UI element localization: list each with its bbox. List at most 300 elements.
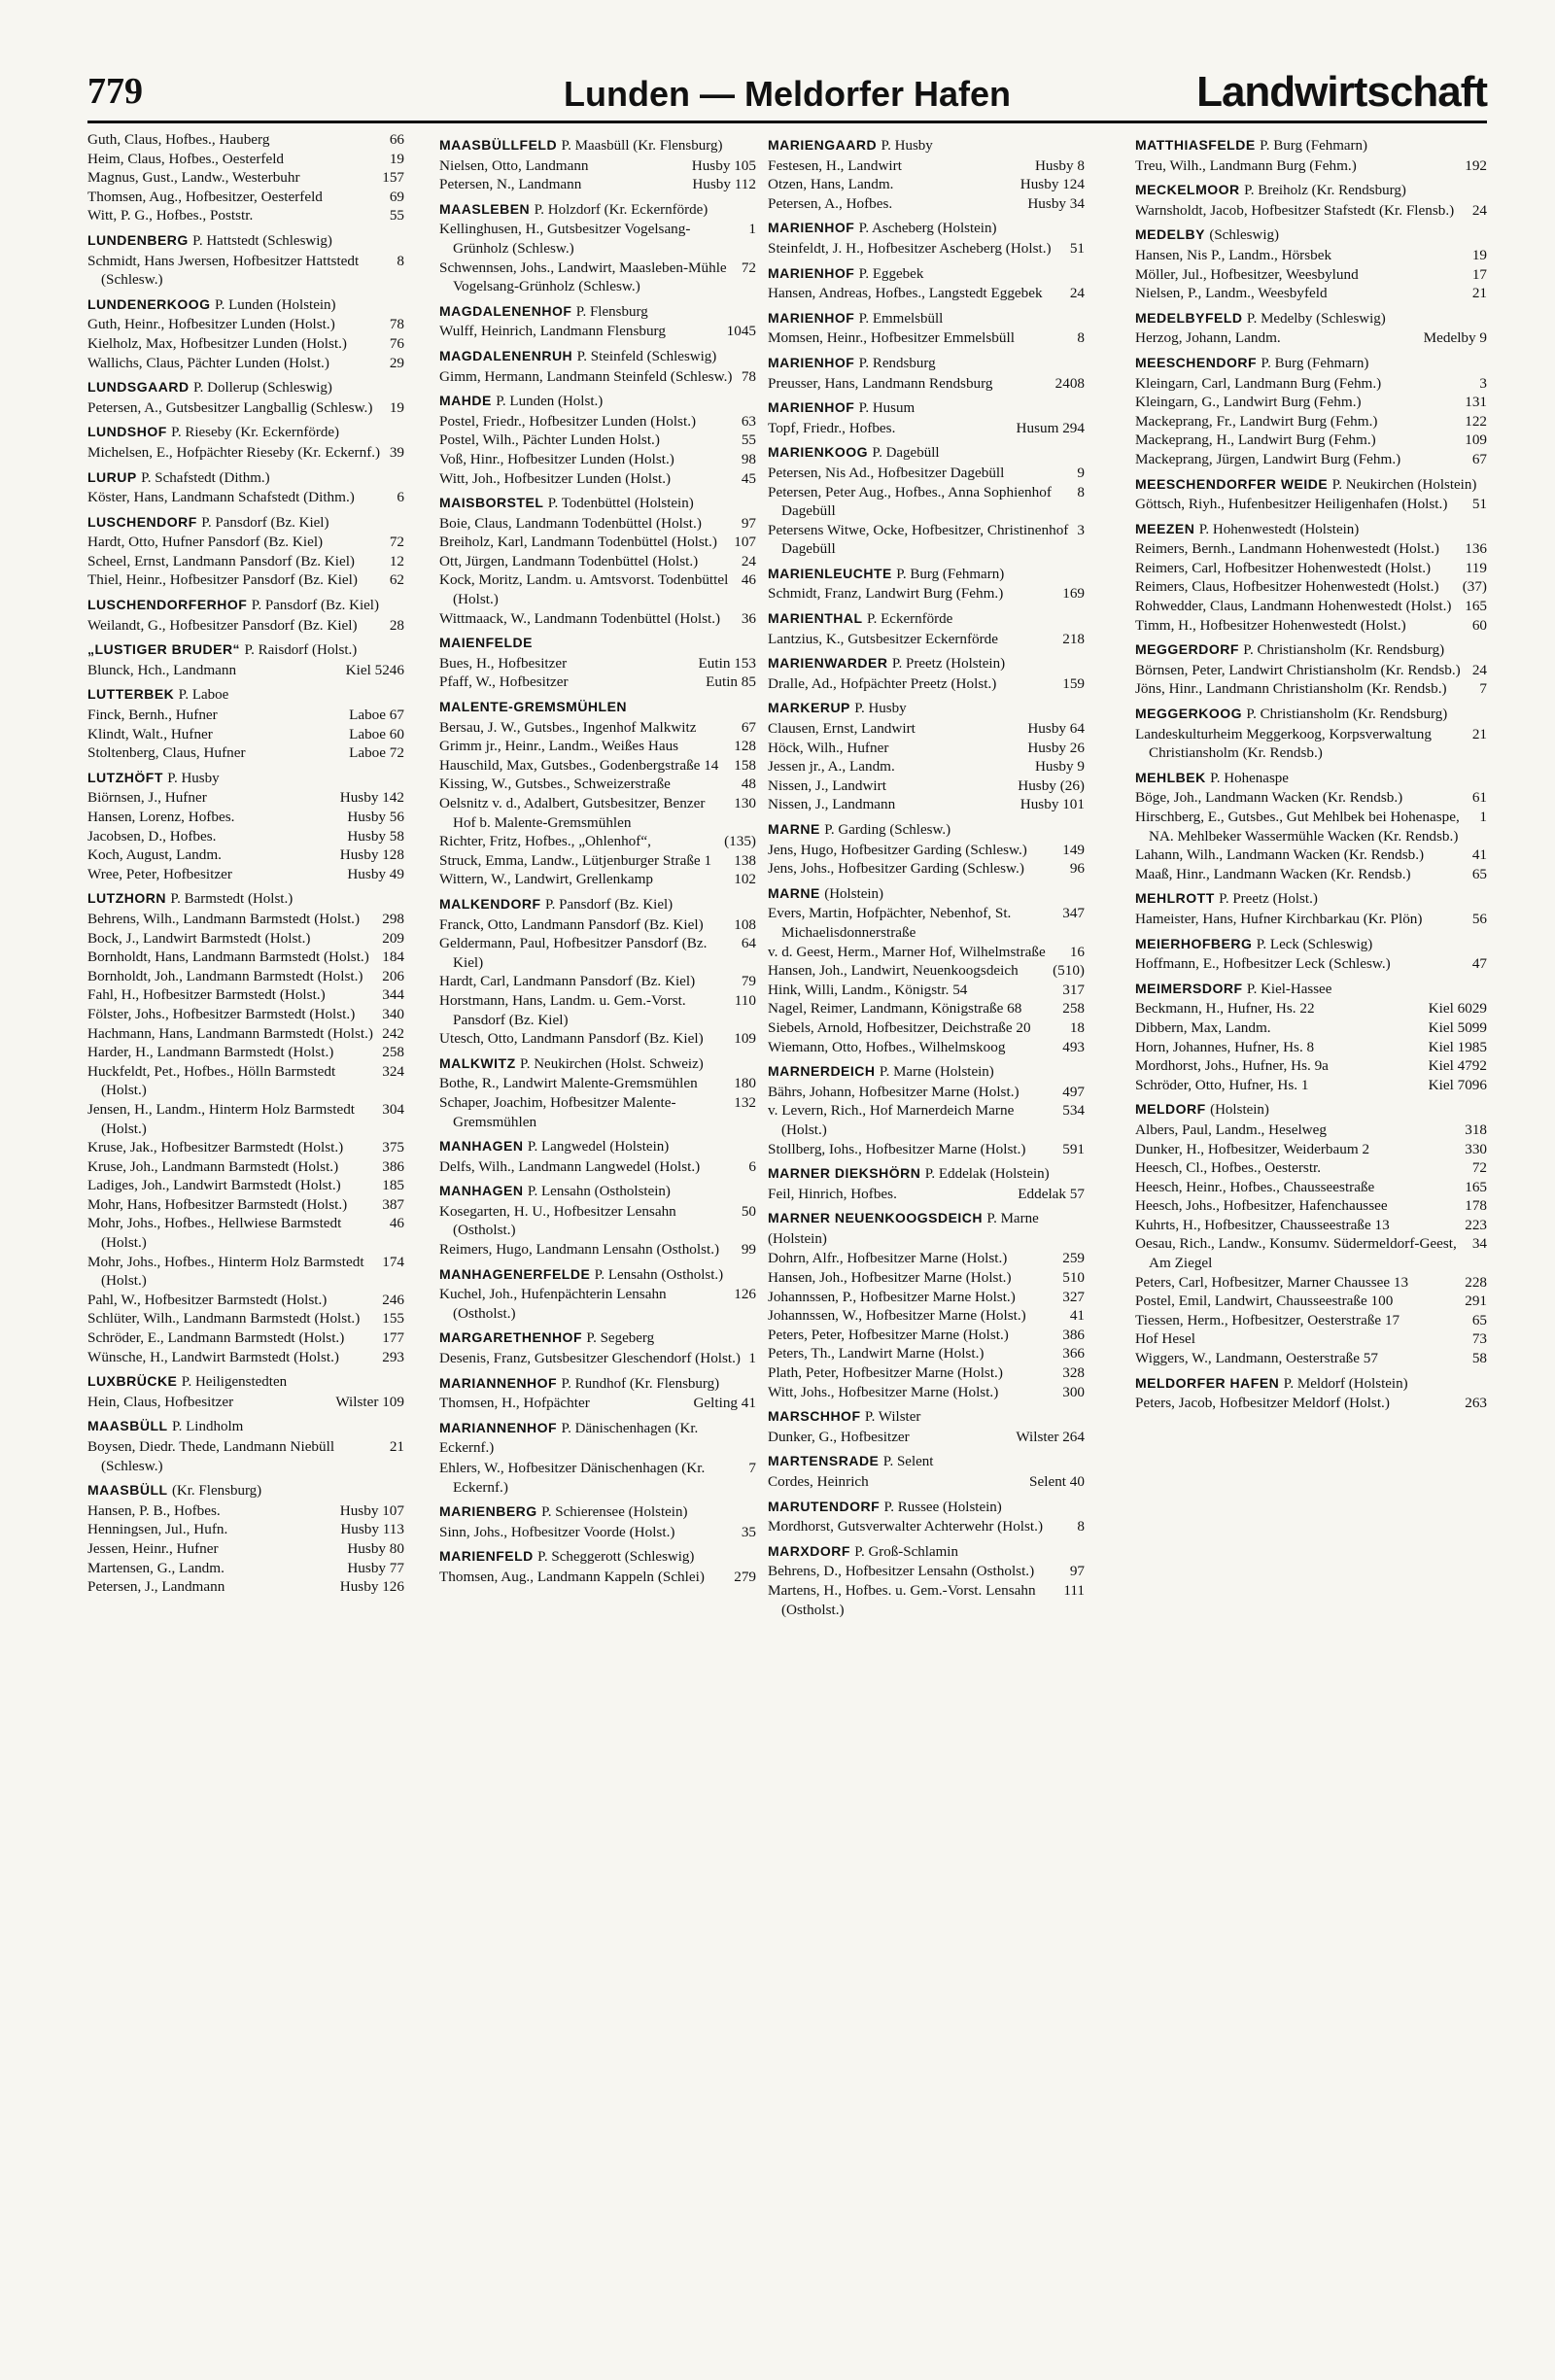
locality-heading [439,1328,756,1349]
entry-number: 178 [1465,1197,1487,1215]
entry-number: 344 [382,986,404,1004]
locality-name: MARNER DIEKSHÖRN [768,1165,921,1182]
directory-entry [768,1101,1085,1139]
entry-text: Nissen, J., Landwirt [768,776,886,794]
entry-text: Postel, Friedr., Hofbesitzer Lunden (Holst.) [439,412,697,430]
entry-number: 69 [389,188,404,205]
directory-entry [87,334,404,354]
entry-number: 19 [1471,246,1487,263]
entry-text: Thomsen, Aug., Landmann Kappeln (Schlei) [439,1568,705,1585]
locality-name: MEIMERSDORF [1135,980,1243,996]
entry-text: Thiel, Heinr., Hofbesitzer Pansdorf (Bz. Kiel) [87,571,358,589]
entry-number: 497 [1062,1083,1085,1100]
directory-entry [87,808,404,827]
entry-number: 304 [382,1100,404,1118]
locality-heading [87,1417,404,1437]
entry-number: 6 [397,489,404,506]
entry-number: 122 [1465,412,1487,430]
directory-entry [87,845,404,865]
entry-text: Finck, Bernh., Hufner [87,707,218,724]
directory-entry [768,1185,1085,1204]
entry-number: Husby 142 [339,789,404,807]
directory-entry [87,967,404,986]
directory-entry [439,1240,756,1259]
entry-text: Martens, H., Hofbes. u. Gem.-Vorst. Lensahn (Ostholst.) [768,1581,1036,1618]
locality-post: P. Lindholm [171,1419,244,1435]
entry-number: 46 [741,571,756,589]
entry-number: 72 [741,259,756,276]
locality-heading [439,1374,756,1395]
entry-text: Hansen, Joh., Hofbesitzer Marne (Holst.) [768,1269,1012,1287]
directory-entry [1135,679,1487,699]
directory-entry [768,194,1085,214]
directory-entry [1135,616,1487,636]
entry-text: Biörnsen, J., Hufner [87,789,207,807]
directory-entry [1135,1056,1487,1076]
locality-heading [768,699,1085,719]
entry-text: Schwennsen, Johs., Landwirt, Maasleben-Mühle Vogelsang-Grünholz (Schlesw.) [439,259,727,295]
entry-text: Schmidt, Franz, Landwirt Burg (Fehm.) [768,585,1004,603]
entry-text: Nissen, J., Landmann [768,796,896,813]
entry-number: 149 [1062,841,1085,858]
entry-number: Husby 49 [347,865,404,882]
entry-number: 55 [389,207,404,224]
entry-text: Bothe, R., Landwirt Malente-Gremsmühlen [439,1075,698,1092]
entry-text: Horstmann, Hans, Landm. u. Gem.-Vorst. Pansdorf (Bz. Kiel) [439,991,686,1028]
locality-name: LUTTERBEK [87,686,175,703]
directory-entry [768,904,1085,942]
locality-post: P. Eggebek [858,265,924,282]
locality-heading [1135,309,1487,329]
entry-number: 76 [389,334,404,352]
locality-name: MARIENHOF [768,309,855,326]
entry-number: 258 [382,1044,404,1061]
directory-entry [439,934,756,972]
entry-text: Thomsen, Aug., Hofbesitzer, Oesterfeld [87,188,323,205]
locality-post: P. Steinfeld (Schleswig) [576,348,717,364]
directory-entry [768,464,1085,483]
entry-text: Peters, Th., Landwirt Marne (Holst.) [768,1345,985,1362]
entry-text: Petersen, Nis Ad., Hofbesitzer Dagebüll [768,464,1005,481]
entry-number: 366 [1062,1345,1085,1362]
locality-heading [1135,705,1487,725]
directory-entry [1135,1038,1487,1057]
directory-entry [768,419,1085,438]
entry-text: Kosegarten, H. U., Hofbesitzer Lensahn (Ostholst.) [439,1202,676,1239]
locality-post: P. Hattstedt (Schleswig) [192,232,332,249]
entry-text: Siebels, Arnold, Hofbesitzer, Deichstraße 20 [768,1018,1031,1036]
directory-entry [439,756,756,776]
entry-text: Hansen, P. B., Hofbes. [87,1501,221,1519]
directory-entry [87,1138,404,1157]
entry-number: 19 [389,150,404,167]
entry-number: 130 [734,795,756,811]
entry-number: 51 [1471,496,1487,513]
entry-number: 55 [741,431,756,449]
locality-name: MEIERHOFBERG [1135,935,1253,951]
entry-number: 96 [1069,860,1085,878]
entry-text: Stollberg, Iohs., Hofbesitzer Marne (Holst.) [768,1140,1026,1157]
locality-name: MARUTENDORF [768,1498,881,1514]
locality-heading [768,820,1085,841]
directory-entry [1135,1329,1487,1349]
entry-text: Peters, Jacob, Hofbesitzer Meldorf (Holst.) [1135,1395,1390,1412]
locality-name: MAIENFELDE [439,635,533,651]
entry-text: Timm, H., Hofbesitzer Hohenwestedt (Holst.) [1135,616,1406,634]
entry-number: Selent 40 [1029,1473,1085,1490]
directory-entry [439,156,756,176]
directory-entry [87,1559,404,1578]
entry-number: 223 [1465,1216,1487,1233]
entry-text: Wiemann, Otto, Hofbes., Wilhelmskoog [768,1038,1006,1055]
locality-heading [439,1419,756,1459]
entry-number: 34 [1471,1235,1487,1253]
entry-text: Hansen, Nis P., Landm., Hörsbek [1135,246,1332,263]
entry-number: 138 [734,851,756,869]
entry-text: Blunck, Hch., Landmann [87,661,237,678]
directory-entry [87,865,404,884]
entry-text: Desenis, Franz, Gutsbesitzer Gleschendorf (Holst.) [439,1350,741,1367]
locality-post: P. Neukirchen (Holstein) [1331,476,1477,493]
entry-text: Kruse, Joh., Landmann Barmstedt (Holst.) [87,1157,339,1175]
entry-number: Husby 58 [347,827,404,845]
entry-number: 65 [1471,865,1487,882]
locality-post: P. Todenbüttel (Holstein) [547,496,694,512]
locality-heading [768,1498,1085,1518]
locality-heading [439,347,756,367]
entry-text: Kielholz, Max, Hofbesitzer Lunden (Holst.) [87,334,347,352]
directory-entry [439,1523,756,1542]
entry-number: Husby 56 [347,809,404,825]
locality-heading [768,219,1085,239]
entry-text: Oelsnitz v. d., Adalbert, Gutsbesitzer, Benzer Hof b. Malente-Gremsmühlen [439,795,706,831]
entry-number: 58 [1471,1350,1487,1367]
entry-number: 60 [1471,616,1487,634]
directory-entry [87,1539,404,1559]
entry-number: Medelby 9 [1423,329,1487,347]
entry-number: 169 [1062,585,1085,603]
entry-text: Cordes, Heinrich [768,1473,869,1490]
locality-post: P. Marne (Holstein) [768,1211,1039,1247]
entry-text: Steinfeldt, J. H., Hofbesitzer Ascheberg (Holst.) [768,239,1052,257]
entry-text: Mackeprang, Fr., Landwirt Burg (Fehm.) [1135,412,1378,430]
locality-name: MARIENKOOG [768,444,868,461]
entry-text: Behrens, D., Hofbesitzer Lensahn (Ostholst.) [768,1563,1035,1580]
entry-number: 158 [734,756,756,774]
locality-heading [768,1062,1085,1083]
locality-name: MARSCHHOF [768,1408,861,1425]
entry-text: Stoltenberg, Claus, Hufner [87,744,246,762]
entry-number: 28 [389,616,404,634]
directory-entry [87,1328,404,1348]
directory-entry [1135,284,1487,303]
directory-entry [768,1472,1085,1492]
entry-number: 493 [1062,1038,1085,1055]
locality-post: (Kr. Flensburg) [171,1483,262,1500]
directory-entry [87,443,404,463]
entry-text: Hardt, Carl, Landmann Pansdorf (Bz. Kiel) [439,973,696,990]
directory-entry [439,322,756,341]
locality-name: LUTZHÖFT [87,769,163,785]
entry-number: 102 [734,871,756,888]
entry-number: Husum 294 [1016,419,1085,436]
directory-entry [768,999,1085,1018]
entry-number: 375 [382,1139,404,1156]
entry-number: Laboe 60 [349,725,404,742]
entry-number: 8 [1077,483,1085,500]
locality-heading [87,231,404,252]
entry-text: Jessen, Heinr., Hufner [87,1539,219,1557]
entry-number: 136 [1465,540,1487,558]
locality-post: P. Lunden (Holst.) [496,394,604,410]
entry-number: 36 [741,609,756,627]
entry-text: Lahann, Wilh., Landmann Wacken (Kr. Rendsb.) [1135,846,1425,864]
locality-name: MARIENWARDER [768,655,888,672]
entry-number: 317 [1062,981,1085,998]
entry-text: Ladiges, Joh., Landwirt Barmstedt (Holst.) [87,1177,341,1194]
directory-entry [1135,1140,1487,1159]
entry-text: Bues, H., Hofbesitzer [439,654,568,672]
directory-entry [439,220,756,258]
entry-text: Hansen, Andreas, Hofbes., Langstedt Eggebek [768,285,1043,302]
page-header [87,60,1487,119]
directory-entry [768,943,1085,962]
entry-number: Husby 77 [347,1559,404,1576]
entry-number: 78 [741,367,756,385]
locality-name: MALENTE-GREMSMÜHLEN [439,699,628,715]
directory-entry [768,739,1085,758]
locality-post: (Holstein) [824,885,884,902]
locality-post: P. Dänischenhagen (Kr. Eckernf.) [439,1420,699,1457]
entry-number: (37) [1462,578,1487,596]
locality-post: P. Pansdorf (Bz. Kiel) [544,896,674,913]
locality-post: P. Husby [854,701,907,717]
entry-number: Husby 113 [340,1521,404,1538]
directory-entry [439,851,756,871]
directory-entry [439,1157,756,1177]
entry-text: Jessen jr., A., Landm. [768,758,895,776]
locality-heading [1135,980,1487,1000]
directory-entry [768,1383,1085,1402]
entry-number: 206 [382,967,404,984]
directory-entry [1135,999,1487,1018]
entry-number: 47 [1471,955,1487,973]
entry-number: Husby 126 [339,1578,404,1596]
entry-text: Hansen, Joh., Landwirt, Neuenkoogsdeich [768,962,1019,980]
directory-entry [87,1214,404,1252]
locality-post: P. Marne (Holstein) [879,1064,994,1081]
entry-text: Martensen, G., Landm. [87,1559,225,1576]
entry-text: Warnsholdt, Jacob, Hofbesitzer Stafstedt (Kr. Flensb.) [1135,201,1455,219]
locality-name: MANHAGEN [439,1138,524,1155]
entry-number: 66 [389,131,404,148]
locality-heading [768,398,1085,419]
entry-number: 259 [1062,1250,1085,1267]
entry-text: Mohr, Hans, Hofbesitzer Barmstedt (Holst.) [87,1195,348,1213]
locality-name: MATTHIASFELDE [1135,137,1256,153]
locality-post: P. Medelby (Schleswig) [1246,310,1386,327]
entry-number: Wilster 109 [335,1393,404,1410]
entry-number: 1 [748,1350,756,1367]
entry-text: Mordhorst, Gutsverwalter Achterwehr (Holst.) [768,1518,1044,1535]
locality-heading [768,609,1085,630]
locality-name: MELDORF [1135,1101,1206,1118]
locality-post: P. Flensburg [575,303,648,320]
entry-number: 386 [382,1157,404,1175]
entry-number: 119 [1465,559,1487,576]
entry-number: 51 [1069,239,1085,257]
locality-name: MALKENDORF [439,895,541,912]
column-4 [1135,130,1487,2365]
entry-number: 126 [734,1286,756,1303]
entry-text: Petersen, J., Landmann [87,1578,225,1596]
entry-number: 159 [1062,674,1085,692]
directory-entry [87,827,404,846]
locality-heading [439,895,756,915]
entry-text: Grimm jr., Heinr., Landm., Weißes Haus [439,738,679,755]
entry-number: 300 [1062,1383,1085,1400]
entry-text: Johannssen, W., Hofbesitzer Marne (Holst.) [768,1307,1026,1325]
entry-text: Dunker, G., Hofbesitzer [768,1428,910,1445]
entry-number: 192 [1465,156,1487,174]
locality-post: P. Barmstedt (Holst.) [170,891,294,908]
entry-number: 99 [741,1241,756,1259]
entry-number: 19 [389,398,404,416]
entry-text: Jens, Johs., Hofbesitzer Garding (Schlesw.) [768,860,1024,878]
locality-post: P. Ascheberg (Holstein) [858,221,997,237]
entry-text: Postel, Emil, Landwirt, Chausseestraße 100 [1135,1293,1394,1310]
directory-entry [768,328,1085,348]
directory-entry [87,570,404,590]
locality-heading [768,1407,1085,1428]
directory-entry [768,859,1085,879]
entry-number: 298 [382,910,404,927]
entry-number: 3 [1479,374,1487,392]
locality-name: MARIENHOF [768,264,855,281]
locality-name: MARIENGAARD [768,137,878,153]
directory-entry [768,776,1085,796]
entry-text: Nagel, Reimer, Landmann, Königstraße 68 [768,1000,1022,1018]
locality-post: P. Maasbüll (Kr. Flensburg) [561,138,723,154]
directory-entry [1135,845,1487,865]
entry-number: 1 [1479,809,1487,825]
locality-name: MEESCHENDORFER WEIDE [1135,475,1329,492]
directory-entry [1135,1121,1487,1140]
directory-entry [439,1568,756,1587]
entry-number: 1 [748,221,756,238]
entry-text: Bährs, Johann, Hofbesitzer Marne (Holst.) [768,1083,1019,1100]
locality-name: MANHAGENERFELDE [439,1265,591,1282]
directory-entry [439,991,756,1029]
directory-entry [439,915,756,935]
entry-text: Hansen, Lorenz, Hofbes. [87,809,235,825]
directory-entry [439,870,756,889]
entry-text: Hauschild, Max, Gutsbes., Godenbergstraße 14 [439,756,719,774]
entry-text: Kellinghusen, H., Gutsbesitzer Vogelsang-Grünholz (Schlesw.) [439,221,691,257]
entry-number: 78 [389,316,404,333]
entry-text: Fahl, H., Hofbesitzer Barmstedt (Holst.) [87,986,326,1004]
entry-number: 318 [1465,1121,1487,1138]
entry-number: Husby 80 [347,1539,404,1557]
entry-text: Richter, Fritz, Hofbes., „Ohlenhof“, [439,833,651,850]
entry-number: Eddelak 57 [1018,1185,1085,1202]
locality-heading [439,634,756,654]
directory-entry [439,259,756,296]
directory-entry [439,1074,756,1093]
entry-number: 291 [1465,1293,1487,1310]
entry-text: Huckfeldt, Pet., Hofbes., Hölln Barmstedt (Holst.) [87,1062,336,1099]
entry-number: 41 [1471,846,1487,864]
locality-name: MARIENHOF [768,354,855,370]
entry-number: Eutin 153 [698,654,756,672]
locality-heading [87,1481,404,1501]
directory-entry [768,1326,1085,1345]
entry-text: Beckmann, H., Hufner, Hs. 22 [1135,1000,1315,1018]
entry-number: 327 [1062,1288,1085,1305]
locality-post: P. Husum [858,400,916,417]
entry-text: Guth, Heinr., Hofbesitzer Lunden (Holst.) [87,316,335,333]
locality-post: P. Scheggerott (Schleswig) [537,1549,695,1566]
directory-entry [87,552,404,571]
directory-entry [87,661,404,680]
entry-text: Postel, Wilh., Pächter Lunden Holst.) [439,431,660,449]
locality-post: P. Emmelsbüll [858,310,944,327]
locality-heading [439,1502,756,1523]
locality-name: LUSCHENDORF [87,513,197,530]
locality-name: LUTZHORN [87,890,166,907]
directory-entry [768,156,1085,176]
locality-post: P. Leck (Schleswig) [1256,936,1373,952]
locality-heading [439,1137,756,1157]
locality-name: MEEZEN [1135,520,1195,536]
entry-number: 56 [1471,910,1487,927]
entry-number: Kiel 1985 [1428,1038,1487,1055]
entry-number: 184 [382,949,404,966]
locality-post: P. Husby [167,770,220,786]
entry-number: 2408 [1054,374,1085,392]
locality-post: P. Burg (Fehmarn) [1261,355,1369,371]
locality-name: LUNDSGAARD [87,379,190,396]
directory-entry [768,1268,1085,1288]
locality-name: MARIENTHAL [768,610,863,627]
entry-number: 35 [741,1523,756,1540]
entry-text: Nielsen, P., Landm., Weesbyfeld [1135,285,1328,302]
entry-text: Boie, Claus, Landmann Todenbüttel (Holst.) [439,514,702,532]
directory-entry [439,1093,756,1131]
directory-entry [1135,1273,1487,1293]
entry-text: Sinn, Johs., Hofbesitzer Voorde (Holst.) [439,1523,675,1540]
entry-text: Kruse, Jak., Hofbesitzer Barmstedt (Holst.) [87,1139,344,1156]
locality-heading [1135,889,1487,910]
locality-post: P. Russee (Holstein) [883,1499,1002,1515]
entry-text: Schmidt, Hans Jwersen, Hofbesitzer Hattstedt (Schlesw.) [87,252,360,289]
entry-number: 73 [1471,1330,1487,1348]
entry-text: Herzog, Johann, Landm. [1135,329,1281,347]
entry-number: 48 [741,776,756,793]
directory-entry [1135,865,1487,884]
locality-heading [1135,640,1487,661]
entry-number: 72 [389,534,404,551]
locality-name: MARNE [768,884,820,901]
locality-heading [1135,1100,1487,1121]
locality-heading [768,309,1085,329]
directory-entry [439,175,756,194]
entry-text: Reimers, Carl, Hofbesitzer Hohenwestedt (Holst.) [1135,559,1432,576]
locality-heading [439,1054,756,1075]
locality-name: MARIENBERG [439,1503,537,1520]
entry-text: Breiholz, Karl, Landmann Todenbüttel (Holst.) [439,534,717,551]
directory-entry [87,315,404,334]
